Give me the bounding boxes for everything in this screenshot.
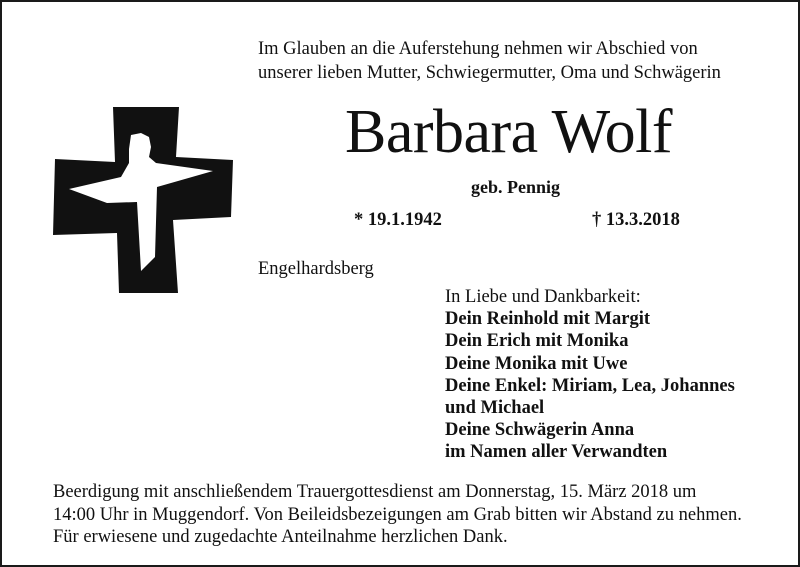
mourner-item: Dein Erich mit Monika: [445, 331, 629, 352]
mourner-item: im Namen aller Verwandten: [445, 442, 668, 463]
birth-date: * 19.1.1942: [354, 210, 442, 230]
footer-line: Für erwiesene und zugedachte Anteilnahme herzlichen Dank.: [53, 527, 508, 547]
funeral-details: [53, 481, 773, 549]
intro-line: unserer lieben Mutter, Schwiegermutter, Oma und Schwägerin: [258, 63, 721, 83]
cross-with-figure-icon: [53, 107, 233, 293]
death-date: † 13.3.2018: [592, 210, 680, 230]
mourner-item: Deine Enkel: Miriam, Lea, Johannes: [445, 375, 735, 396]
mourners-heading: In Liebe und Dankbarkeit:: [445, 287, 641, 307]
mourner-item: Dein Reinhold mit Margit: [445, 309, 651, 330]
footer-line: Beerdigung mit anschließendem Trauergottesdienst am Donnerstag, 15. März 2018 um: [53, 482, 697, 502]
footer-line: 14:00 Uhr in Muggendorf. Von Beileidsbezeigungen am Grab bitten wir Abstand zu nehmen.: [53, 504, 742, 525]
maiden-name: geb. Pennig: [471, 177, 561, 197]
intro-text: [258, 37, 778, 85]
intro-line: Im Glauben an die Auferstehung nehmen wir Abschied von: [258, 39, 698, 59]
mourner-item: Deine Monika mit Uwe: [445, 353, 628, 374]
deceased-name: Barbara Wolf: [345, 98, 673, 166]
place-name: Engelhardsberg: [258, 259, 374, 279]
mourners-list: [445, 286, 735, 464]
mourner-item: und Michael: [445, 398, 545, 419]
mourner-item: Deine Schwägerin Anna: [445, 420, 635, 441]
